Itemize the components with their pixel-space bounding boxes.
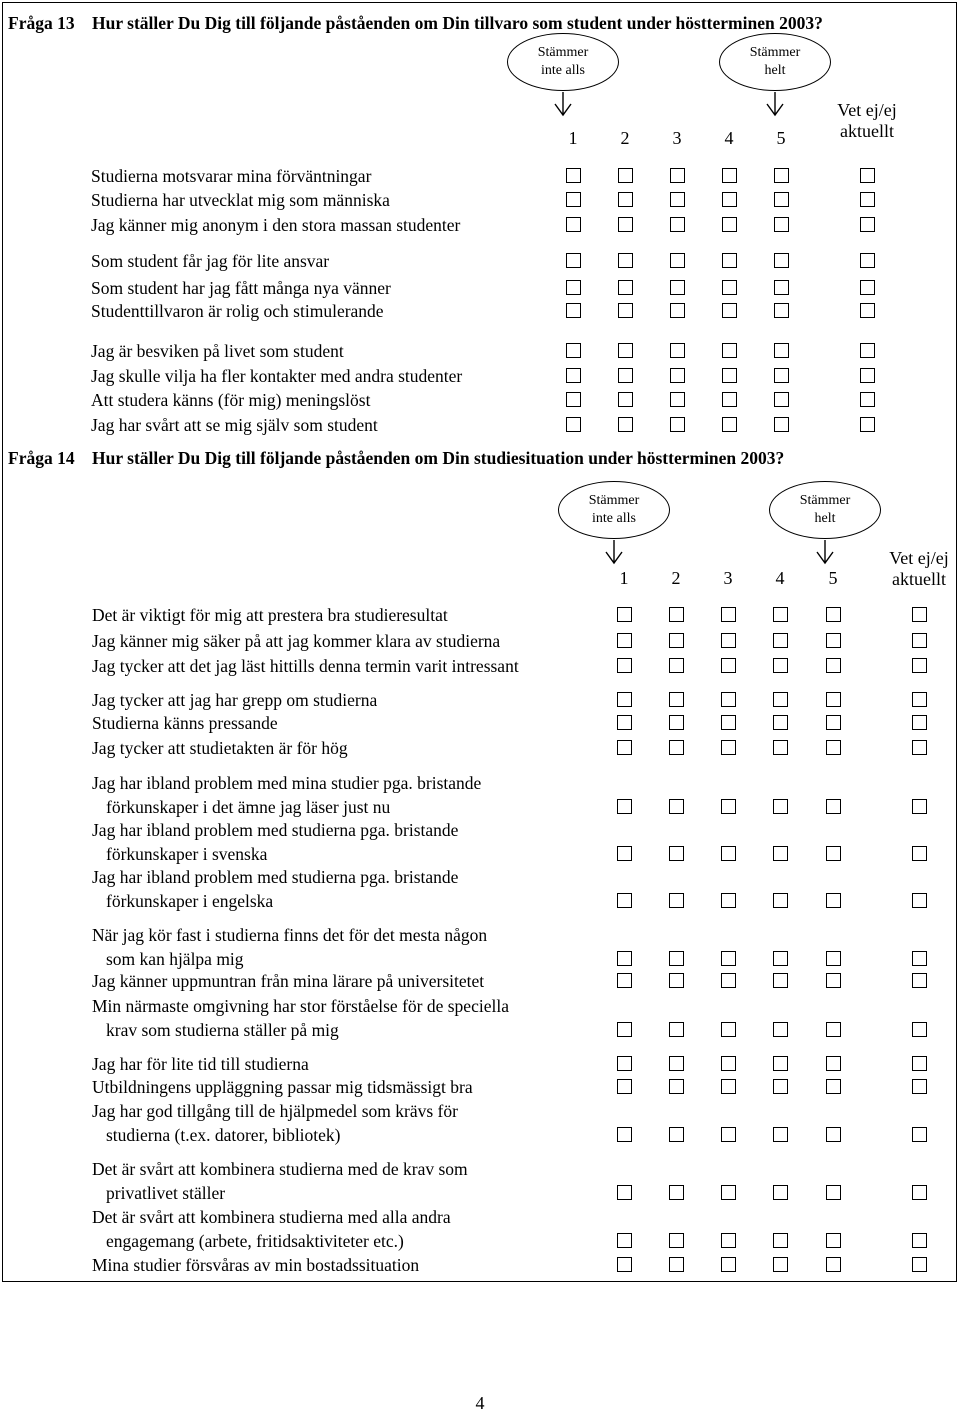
q14-statement: krav som studierna ställer på mig <box>106 1020 339 1040</box>
q14-row18-option-1-checkbox[interactable] <box>617 1257 632 1272</box>
q14-row14-option-3-checkbox[interactable] <box>721 1079 736 1094</box>
q14-row2-option-3-checkbox[interactable] <box>721 633 736 648</box>
q14-row16-option-3-checkbox[interactable] <box>721 1185 736 1200</box>
q14-row16-dontknow-checkbox[interactable] <box>912 1185 927 1200</box>
q14-row6-option-2-checkbox[interactable] <box>669 740 684 755</box>
q13-row3-option-1-checkbox[interactable] <box>566 217 581 232</box>
q13-dontknow-line: aktuellt <box>840 121 894 141</box>
q14-row10-dontknow-checkbox[interactable] <box>912 951 927 966</box>
q13-dontknow-header <box>807 100 927 142</box>
q14-label-high <box>769 481 881 539</box>
q14-row8-option-4-checkbox[interactable] <box>773 846 788 861</box>
q13-row6-option-3-checkbox[interactable] <box>670 303 685 318</box>
q13-scale-2: 2 <box>620 128 630 148</box>
q13-row9-option-4-checkbox[interactable] <box>722 392 737 407</box>
q14-row8-option-1-checkbox[interactable] <box>617 846 632 861</box>
q13-row3-option-4-checkbox[interactable] <box>722 217 737 232</box>
q13-row5-option-4-checkbox[interactable] <box>722 280 737 295</box>
q14-row18-option-5-checkbox[interactable] <box>826 1257 841 1272</box>
q13-row2-option-1-checkbox[interactable] <box>566 192 581 207</box>
q14-statement: Min närmaste omgivning har stor förståelse för de speciella <box>92 996 509 1016</box>
q14-row5-option-3-checkbox[interactable] <box>721 715 736 730</box>
q14-row1-option-2-checkbox[interactable] <box>669 607 684 622</box>
q13-number: Fråga 13 <box>8 13 75 33</box>
q14-statement: Jag har ibland problem med studierna pga. bristande <box>92 867 459 887</box>
q14-row2-option-1-checkbox[interactable] <box>617 633 632 648</box>
q13-row4-option-1-checkbox[interactable] <box>566 253 581 268</box>
q14-row4-option-5-checkbox[interactable] <box>826 692 841 707</box>
q14-row3-option-5-checkbox[interactable] <box>826 658 841 673</box>
q13-row9-option-2-checkbox[interactable] <box>618 392 633 407</box>
q14-row1-option-1-checkbox[interactable] <box>617 607 632 622</box>
q13-row4-dontknow-checkbox[interactable] <box>860 253 875 268</box>
q13-label-low-line: Stämmer <box>537 45 589 60</box>
q13-scale-1: 1 <box>568 128 578 148</box>
q14-row15-option-5-checkbox[interactable] <box>826 1127 841 1142</box>
q13-statement: Jag känner mig anonym i den stora massan studenter <box>91 215 461 235</box>
q14-label-low-line: inte alls <box>592 511 636 526</box>
q13-row2-option-4-checkbox[interactable] <box>722 192 737 207</box>
q14-statement: Det är svårt att kombinera studierna med de krav som <box>92 1159 468 1179</box>
q14-scale-2: 2 <box>671 568 681 588</box>
q14-statement: förkunskaper i engelska <box>106 891 274 911</box>
q14-row5-dontknow-checkbox[interactable] <box>912 715 927 730</box>
q13-row4-option-4-checkbox[interactable] <box>722 253 737 268</box>
q14-row2-option-4-checkbox[interactable] <box>773 633 788 648</box>
q14-row15-option-3-checkbox[interactable] <box>721 1127 736 1142</box>
q13-statement: Studenttillvaron är rolig och stimulerande <box>91 301 384 321</box>
q14-statement: privatlivet ställer <box>106 1183 226 1203</box>
q14-row17-dontknow-checkbox[interactable] <box>912 1233 927 1248</box>
q14-row13-option-3-checkbox[interactable] <box>721 1056 736 1071</box>
q14-row12-dontknow-checkbox[interactable] <box>912 1022 927 1037</box>
q13-title: Hur ställer Du Dig till följande påståenden om Din tillvaro som student under höstterminen 2003? <box>92 13 823 33</box>
q13-statement: Som student har jag fått många nya vänner <box>91 278 391 298</box>
q14-statement: förkunskaper i det ämne jag läser just nu <box>106 797 391 817</box>
q14-row15-option-1-checkbox[interactable] <box>617 1127 632 1142</box>
q13-row5-option-2-checkbox[interactable] <box>618 280 633 295</box>
q14-statement: Utbildningens uppläggning passar mig tidsmässigt bra <box>92 1077 473 1097</box>
q13-row4-option-2-checkbox[interactable] <box>618 253 633 268</box>
q13-label-high <box>719 33 831 91</box>
q13-row8-option-3-checkbox[interactable] <box>670 368 685 383</box>
q14-row7-dontknow-checkbox[interactable] <box>912 799 927 814</box>
q14-row3-option-2-checkbox[interactable] <box>669 658 684 673</box>
q14-row17-option-4-checkbox[interactable] <box>773 1233 788 1248</box>
q14-statement: Jag tycker att jag har grepp om studierna <box>92 690 378 710</box>
q13-row8-option-5-checkbox[interactable] <box>774 368 789 383</box>
q14-row12-option-5-checkbox[interactable] <box>826 1022 841 1037</box>
q13-row10-option-3-checkbox[interactable] <box>670 417 685 432</box>
q14-row12-option-1-checkbox[interactable] <box>617 1022 632 1037</box>
q14-row6-dontknow-checkbox[interactable] <box>912 740 927 755</box>
q13-row10-option-1-checkbox[interactable] <box>566 417 581 432</box>
q13-row9-option-1-checkbox[interactable] <box>566 392 581 407</box>
q14-row10-option-5-checkbox[interactable] <box>826 951 841 966</box>
q14-statement: som kan hjälpa mig <box>106 949 244 969</box>
q14-row6-option-3-checkbox[interactable] <box>721 740 736 755</box>
q14-row14-option-5-checkbox[interactable] <box>826 1079 841 1094</box>
q13-row1-option-2-checkbox[interactable] <box>618 168 633 183</box>
q13-row5-option-5-checkbox[interactable] <box>774 280 789 295</box>
q14-row8-option-2-checkbox[interactable] <box>669 846 684 861</box>
q14-row14-option-2-checkbox[interactable] <box>669 1079 684 1094</box>
q14-row10-option-2-checkbox[interactable] <box>669 951 684 966</box>
q14-arrow-high-icon <box>815 540 835 566</box>
q14-row8-option-3-checkbox[interactable] <box>721 846 736 861</box>
q14-row9-dontknow-checkbox[interactable] <box>912 893 927 908</box>
q14-row7-option-3-checkbox[interactable] <box>721 799 736 814</box>
q13-row7-option-3-checkbox[interactable] <box>670 343 685 358</box>
page-number: 4 <box>475 1393 485 1413</box>
q14-statement: Jag känner uppmuntran från mina lärare på universitetet <box>92 971 485 991</box>
q14-row2-option-5-checkbox[interactable] <box>826 633 841 648</box>
q14-statement: Jag tycker att det jag läst hittills denna termin varit intressant <box>92 656 519 676</box>
q13-row3-option-2-checkbox[interactable] <box>618 217 633 232</box>
q14-row17-option-1-checkbox[interactable] <box>617 1233 632 1248</box>
q14-row14-option-4-checkbox[interactable] <box>773 1079 788 1094</box>
q13-row10-option-4-checkbox[interactable] <box>722 417 737 432</box>
q14-label-high-line: Stämmer <box>799 493 851 508</box>
q14-row18-dontknow-checkbox[interactable] <box>912 1257 927 1272</box>
q14-row13-option-1-checkbox[interactable] <box>617 1056 632 1071</box>
q13-arrow-high-icon <box>765 92 785 118</box>
q13-row1-option-1-checkbox[interactable] <box>566 168 581 183</box>
q14-row17-option-5-checkbox[interactable] <box>826 1233 841 1248</box>
q13-row8-option-2-checkbox[interactable] <box>618 368 633 383</box>
q14-row4-option-4-checkbox[interactable] <box>773 692 788 707</box>
q14-number: Fråga 14 <box>8 448 75 468</box>
q13-row9-dontknow-checkbox[interactable] <box>860 392 875 407</box>
q14-row12-option-4-checkbox[interactable] <box>773 1022 788 1037</box>
q14-row18-option-3-checkbox[interactable] <box>721 1257 736 1272</box>
q14-row9-option-3-checkbox[interactable] <box>721 893 736 908</box>
q13-scale-3: 3 <box>672 128 682 148</box>
q14-row11-option-5-checkbox[interactable] <box>826 973 841 988</box>
q14-row3-option-1-checkbox[interactable] <box>617 658 632 673</box>
q14-row6-option-5-checkbox[interactable] <box>826 740 841 755</box>
q14-row1-option-4-checkbox[interactable] <box>773 607 788 622</box>
q13-row4-option-5-checkbox[interactable] <box>774 253 789 268</box>
q13-row1-dontknow-checkbox[interactable] <box>860 168 875 183</box>
q13-dontknow-line: Vet ej/ej <box>837 100 897 120</box>
q14-row5-option-5-checkbox[interactable] <box>826 715 841 730</box>
q14-row1-option-5-checkbox[interactable] <box>826 607 841 622</box>
q13-statement: Som student får jag för lite ansvar <box>91 251 330 271</box>
q13-scale-5: 5 <box>776 128 786 148</box>
q13-scale-4: 4 <box>724 128 734 148</box>
q14-row4-option-3-checkbox[interactable] <box>721 692 736 707</box>
q14-row3-option-3-checkbox[interactable] <box>721 658 736 673</box>
q13-label-high-line: Stämmer <box>749 45 801 60</box>
q13-row6-option-2-checkbox[interactable] <box>618 303 633 318</box>
q14-row12-option-3-checkbox[interactable] <box>721 1022 736 1037</box>
q14-row6-option-4-checkbox[interactable] <box>773 740 788 755</box>
q14-row17-option-3-checkbox[interactable] <box>721 1233 736 1248</box>
q13-row7-dontknow-checkbox[interactable] <box>860 343 875 358</box>
q14-row11-option-3-checkbox[interactable] <box>721 973 736 988</box>
q14-row7-option-4-checkbox[interactable] <box>773 799 788 814</box>
q14-statement: Studierna känns pressande <box>92 713 278 733</box>
q13-row7-option-5-checkbox[interactable] <box>774 343 789 358</box>
q14-row13-option-5-checkbox[interactable] <box>826 1056 841 1071</box>
q14-row2-dontknow-checkbox[interactable] <box>912 633 927 648</box>
q14-row14-dontknow-checkbox[interactable] <box>912 1079 927 1094</box>
q13-row7-option-4-checkbox[interactable] <box>722 343 737 358</box>
q14-row9-option-5-checkbox[interactable] <box>826 893 841 908</box>
q13-row10-option-2-checkbox[interactable] <box>618 417 633 432</box>
q13-row8-option-1-checkbox[interactable] <box>566 368 581 383</box>
q14-row12-option-2-checkbox[interactable] <box>669 1022 684 1037</box>
q14-row13-dontknow-checkbox[interactable] <box>912 1056 927 1071</box>
q13-statement: Att studera känns (för mig) meningslöst <box>91 390 371 410</box>
q13-row8-dontknow-checkbox[interactable] <box>860 368 875 383</box>
q14-row13-option-2-checkbox[interactable] <box>669 1056 684 1071</box>
q14-row16-option-1-checkbox[interactable] <box>617 1185 632 1200</box>
q13-row2-option-2-checkbox[interactable] <box>618 192 633 207</box>
q14-row7-option-5-checkbox[interactable] <box>826 799 841 814</box>
q13-label-low-line: inte alls <box>541 63 585 78</box>
q14-row4-option-1-checkbox[interactable] <box>617 692 632 707</box>
q13-row9-option-3-checkbox[interactable] <box>670 392 685 407</box>
q14-row10-option-3-checkbox[interactable] <box>721 951 736 966</box>
q13-statement: Studierna motsvarar mina förväntningar <box>91 166 372 186</box>
q14-statement: Jag har god tillgång till de hjälpmedel som krävs för <box>92 1101 458 1121</box>
q13-row7-option-1-checkbox[interactable] <box>566 343 581 358</box>
q13-statement: Jag är besviken på livet som student <box>91 341 344 361</box>
q14-row5-option-1-checkbox[interactable] <box>617 715 632 730</box>
q13-row3-option-3-checkbox[interactable] <box>670 217 685 232</box>
q13-statement: Jag skulle vilja ha fler kontakter med andra studenter <box>91 366 463 386</box>
q14-row3-dontknow-checkbox[interactable] <box>912 658 927 673</box>
q14-row11-option-1-checkbox[interactable] <box>617 973 632 988</box>
q14-row9-option-2-checkbox[interactable] <box>669 893 684 908</box>
q14-scale-1: 1 <box>619 568 629 588</box>
q13-row3-dontknow-checkbox[interactable] <box>860 217 875 232</box>
q14-heading <box>8 448 785 469</box>
q14-row7-option-2-checkbox[interactable] <box>669 799 684 814</box>
q13-row2-option-5-checkbox[interactable] <box>774 192 789 207</box>
q14-row15-dontknow-checkbox[interactable] <box>912 1127 927 1142</box>
q14-scale-5: 5 <box>828 568 838 588</box>
q14-row3-option-4-checkbox[interactable] <box>773 658 788 673</box>
q14-label-high-line: helt <box>814 511 836 526</box>
q14-row10-option-1-checkbox[interactable] <box>617 951 632 966</box>
q14-row1-dontknow-checkbox[interactable] <box>912 607 927 622</box>
q14-row4-dontknow-checkbox[interactable] <box>912 692 927 707</box>
q14-scale-3: 3 <box>723 568 733 588</box>
q13-row10-option-5-checkbox[interactable] <box>774 417 789 432</box>
q13-row7-option-2-checkbox[interactable] <box>618 343 633 358</box>
q14-dontknow-line: aktuellt <box>892 569 946 589</box>
q14-label-low-line: Stämmer <box>588 493 640 508</box>
q13-arrow-low-icon <box>553 92 573 118</box>
q14-scale-4: 4 <box>775 568 785 588</box>
q13-row6-option-1-checkbox[interactable] <box>566 303 581 318</box>
q14-row11-dontknow-checkbox[interactable] <box>912 973 927 988</box>
q13-row1-option-3-checkbox[interactable] <box>670 168 685 183</box>
q14-statement: Mina studier försvåras av min bostadssituation <box>92 1255 420 1275</box>
q14-statement: Det är svårt att kombinera studierna med alla andra <box>92 1207 451 1227</box>
q13-row6-option-4-checkbox[interactable] <box>722 303 737 318</box>
q14-statement: Jag har ibland problem med mina studier pga. bristande <box>92 773 482 793</box>
q14-statement: Jag tycker att studietakten är för hög <box>92 738 348 758</box>
q14-statement: studierna (t.ex. datorer, bibliotek) <box>106 1125 341 1145</box>
q14-row17-option-2-checkbox[interactable] <box>669 1233 684 1248</box>
q14-dontknow-line: Vet ej/ej <box>889 548 949 568</box>
q14-row18-option-4-checkbox[interactable] <box>773 1257 788 1272</box>
q13-row5-option-1-checkbox[interactable] <box>566 280 581 295</box>
q14-row18-option-2-checkbox[interactable] <box>669 1257 684 1272</box>
q14-statement: Jag känner mig säker på att jag kommer klara av studierna <box>92 631 501 651</box>
q14-arrow-low-icon <box>604 540 624 566</box>
q14-statement: När jag kör fast i studierna finns det för det mesta någon <box>92 925 488 945</box>
q14-statement: Jag har ibland problem med studierna pga. bristande <box>92 820 459 840</box>
q14-row7-option-1-checkbox[interactable] <box>617 799 632 814</box>
q14-dontknow-header <box>859 548 960 590</box>
q13-row9-option-5-checkbox[interactable] <box>774 392 789 407</box>
q14-row1-option-3-checkbox[interactable] <box>721 607 736 622</box>
q13-statement: Jag har svårt att se mig själv som student <box>91 415 378 435</box>
q14-row8-option-5-checkbox[interactable] <box>826 846 841 861</box>
q14-statement: Jag har för lite tid till studierna <box>92 1054 309 1074</box>
q14-statement: engagemang (arbete, fritidsaktiviteter etc.) <box>106 1231 404 1251</box>
q14-row13-option-4-checkbox[interactable] <box>773 1056 788 1071</box>
q14-row16-option-4-checkbox[interactable] <box>773 1185 788 1200</box>
q14-row14-option-1-checkbox[interactable] <box>617 1079 632 1094</box>
q14-statement: Det är viktigt för mig att prestera bra studieresultat <box>92 605 448 625</box>
q14-row10-option-4-checkbox[interactable] <box>773 951 788 966</box>
q14-label-low <box>558 481 670 539</box>
q13-row4-option-3-checkbox[interactable] <box>670 253 685 268</box>
q13-row6-dontknow-checkbox[interactable] <box>860 303 875 318</box>
q13-row1-option-5-checkbox[interactable] <box>774 168 789 183</box>
q13-label-low <box>507 33 619 91</box>
q14-row16-option-5-checkbox[interactable] <box>826 1185 841 1200</box>
q13-row6-option-5-checkbox[interactable] <box>774 303 789 318</box>
q14-title: Hur ställer Du Dig till följande påståenden om Din studiesituation under höstterminen 2003? <box>92 448 785 468</box>
q14-row11-option-2-checkbox[interactable] <box>669 973 684 988</box>
q13-row5-dontknow-checkbox[interactable] <box>860 280 875 295</box>
q13-row8-option-4-checkbox[interactable] <box>722 368 737 383</box>
q13-row3-option-5-checkbox[interactable] <box>774 217 789 232</box>
q14-row6-option-1-checkbox[interactable] <box>617 740 632 755</box>
q13-row2-option-3-checkbox[interactable] <box>670 192 685 207</box>
q14-row5-option-2-checkbox[interactable] <box>669 715 684 730</box>
q14-row4-option-2-checkbox[interactable] <box>669 692 684 707</box>
q13-row1-option-4-checkbox[interactable] <box>722 168 737 183</box>
q14-row9-option-1-checkbox[interactable] <box>617 893 632 908</box>
q13-label-high-line: helt <box>764 63 786 78</box>
q13-row10-dontknow-checkbox[interactable] <box>860 417 875 432</box>
q14-statement: förkunskaper i svenska <box>106 844 268 864</box>
q13-row5-option-3-checkbox[interactable] <box>670 280 685 295</box>
q14-row15-option-2-checkbox[interactable] <box>669 1127 684 1142</box>
q14-row11-option-4-checkbox[interactable] <box>773 973 788 988</box>
q13-row2-dontknow-checkbox[interactable] <box>860 192 875 207</box>
q14-row9-option-4-checkbox[interactable] <box>773 893 788 908</box>
q14-row2-option-2-checkbox[interactable] <box>669 633 684 648</box>
q13-heading <box>8 13 823 34</box>
q14-row15-option-4-checkbox[interactable] <box>773 1127 788 1142</box>
q14-row5-option-4-checkbox[interactable] <box>773 715 788 730</box>
q14-row8-dontknow-checkbox[interactable] <box>912 846 927 861</box>
q13-statement: Studierna har utvecklat mig som människa <box>91 190 390 210</box>
q14-row16-option-2-checkbox[interactable] <box>669 1185 684 1200</box>
